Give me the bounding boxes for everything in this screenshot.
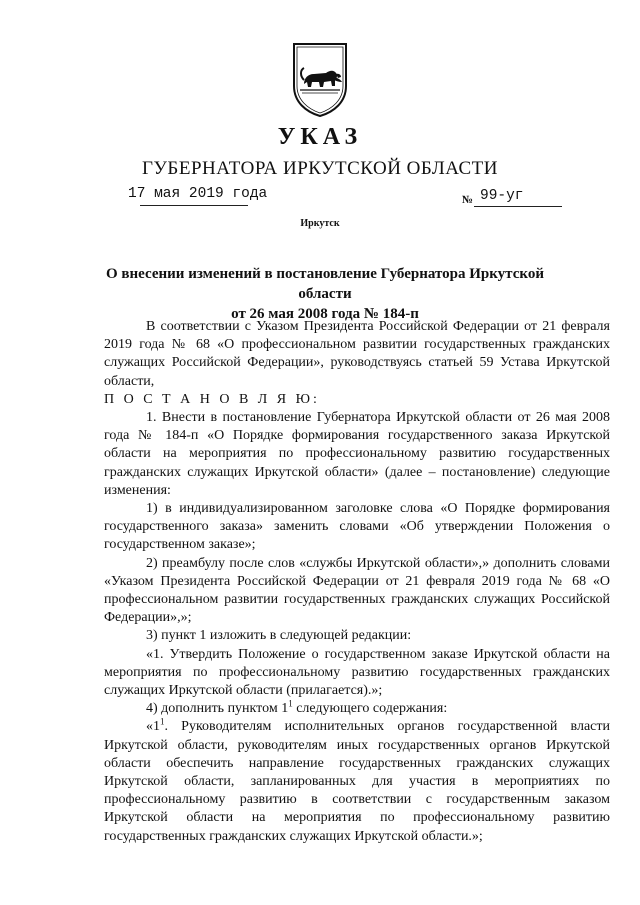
preamble-paragraph: В соответствии с Указом Президента Российской Федерации от 21 февраля 2019 года № 68 «О профессиональном развитии государственных гражданских служащих Российской Федерации», руководствуясь статьей 59 Устава Иркутской области, [104,319,610,389]
new-item-1-paragraph: «1. Утвердить Положение о государственном заказе Иркутской области на мероприятия по профессиональному развитию государственных гражданских служащих Иркутской области (прилагается).»; [104,646,610,699]
subitem-4-superscript: 1 [288,698,293,709]
subitem-2-paragraph: 2) преамбулу после слов «службы Иркутской области»,» дополнить словами «Указом Президента Российской Федерации от 21 февраля 2019 года № 68 «О профессиональном развитии государственных гражданских служащих Российской Федерации»,»; [104,555,610,626]
document-city: Иркутск [300,218,340,229]
document-body [104,318,610,846]
subitem-1-paragraph: 1) в индивидуализированном заголовке слова «О Порядке формирования государственного заказа» заменить словами «Об утверждении Положения о государственном заказе»; [104,501,610,553]
new-item-1-1-superscript: 1 [160,716,165,727]
document-date: 17 мая 2019 года [128,186,268,202]
document-number: 99-уг [480,188,524,204]
number-sign: № [462,194,474,206]
subitem-4-text-end: следующего содержания: [292,701,448,717]
subitem-4-text: 4) дополнить пунктом 1 [146,701,289,717]
new-item-1-1-prefix: «1 [146,719,160,735]
item-1-paragraph: 1. Внести в постановление Губернатора Иркутской области от 26 мая 2008 года № 184-п «О Порядке формирования государственного заказа Иркутской области на мероприятия по профессиональному развитию государственных гражданских служащих Иркутской области» (далее – постановление) следующие изменения: [104,410,610,498]
coat-of-arms-icon [290,40,350,118]
new-item-1-1-text: . Руководителям исполнительных органов государственной власти Иркутской области, руководителям иных государственных органов Иркутской области обеспечить направление государственных гражданских служащих Иркутской области, запланированных для участия в мероприятиях по профессиональному развитию в соответствии с государственным заказом Иркутской области на мероприятия по профессиональному развитию государственных гражданских служащих Иркутской области.»; [104,719,610,844]
date-underline [140,205,248,206]
decree-heading-line2: от 26 мая 2008 года № 184-п [231,306,419,322]
decree-word: П О С Т А Н О В Л Я Ю: [104,391,320,407]
decree-heading-line1: О внесении изменений в постановление Губернатора Иркутской области [106,266,544,302]
decree-heading [100,264,550,324]
subitem-4-paragraph [104,700,610,718]
document-title: УКАЗ [277,124,363,150]
document-subtitle: ГУБЕРНАТОРА ИРКУТСКОЙ ОБЛАСТИ [142,158,498,179]
new-item-1-1-paragraph [104,718,610,845]
subitem-3-paragraph: 3) пункт 1 изложить в следующей редакции: [146,628,412,644]
number-underline [474,206,562,207]
